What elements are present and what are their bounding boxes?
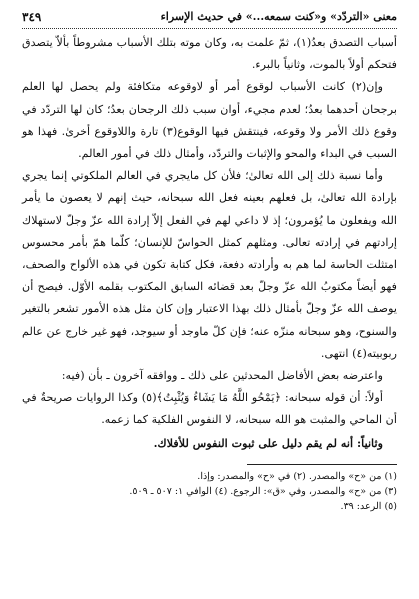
paragraph: وأما نسبة ذلك إلى الله تعالىٰ؛ فلأن كل مايجري في العالم الملكوتي إنما يجري بإرادة الله تعالىٰ، بل فعلهم بعينه فعل الله سبحانه، حيث إنهم لا يعصون ما يأمر الله ويفعلون ما يُؤمرون؛ إذ لا داعي لهم في الفعل إلاّ إرادة الله عزّ وجلّ لاستهلاك إرادتهم في إرادته تعالى. ومثلهم كمثل الحواسّ للإنسان؛ كلّما همّ بأمر محسوس امتثلت الحاسة لما هم به وأرادته دفعة، فكل كتابة تكون في هذه الألواح والصحف، فهو أيضاً مكتوبُ الله عزّ وجلّ بعد قضائه السابق المكتوب بقلمه الأوّل. فيصح أن يوصف الله عزّ وجلّ بأمثال ذلك بهذا الاعتبار وإن كان مثل هذه الأمور تشعر بالتغير والسنوح، وهو سبحانه منزّه عنه؛ فإن كلّ ماوجد أو سيوجد، فهو غير خارج عن عالم ربوبيته(٤) انتهى.: [22, 169, 397, 360]
footnote-line: (١) من «ح» والمصدر. (٢) في «ح» والمصدر: وإذا.: [197, 470, 397, 482]
footnote-divider: [247, 464, 397, 465]
footnote-line: (٥) الرعد: ٣٩.: [340, 500, 397, 512]
running-title: معنى «التردّد» و«كنت سمعه...» في حديث الإسراء: [160, 10, 397, 23]
paragraph: أولاً: أن قوله سبحانه: ﴿يَمْحُو اللَّهُ مَا يَشَاءُ وَيُثْبِتُ﴾(٥) وكذا الروايات صريحةٌ في أن الماحي والمثبت هو الله سبحانه، لا النفوس الفلكية كما زعمه.: [22, 391, 397, 427]
main-text: [22, 32, 397, 454]
page-number: ٣٤٩: [22, 10, 42, 24]
paragraph: أسباب التصدق بعدُ(١)، ثمّ علمت به، وكان موته بتلك الأسباب مشروطاً بألاّ يتصدق فتحكم أولاً بالموت، وثانياً بالبرء.: [22, 36, 397, 72]
paragraph: واعترضه بعض الأفاضل المحدثين على ذلك ـ ووافقه آخرون ـ بأن (فيه:: [61, 369, 383, 383]
paragraph: وإن(٢) كانت الأسباب لوقوع أمر أو لاوقوعه متكافئة ولم يحصل لها العلم برجحان أحدهما بعدُ؛ لعدم مجيء، أوان سبب ذلك الرجحان بعدُ؛ كان لها التردّد في وقوع ذلك الأمر ولا وقوعه، فينتقش فيها الوقوع(٣) تارة واللاوقوع أخرىٰ. فهذا هو السبب في البداء والمحو والإثبات والتردّد، وأمثال ذلك في أمور العالم.: [22, 80, 397, 161]
footnote-line: (٣) من «ح» والمصدر، وفي «ق»: الرجوع. (٤) الوافي ١: ٥٠٧ ـ ٥٠٩.: [129, 485, 397, 497]
paragraph: وثانياً: أنه لم يقم دليل على ثبوت النفوس للأفلاك.: [153, 435, 383, 450]
footnotes: [22, 469, 397, 514]
page-header: [22, 10, 397, 29]
